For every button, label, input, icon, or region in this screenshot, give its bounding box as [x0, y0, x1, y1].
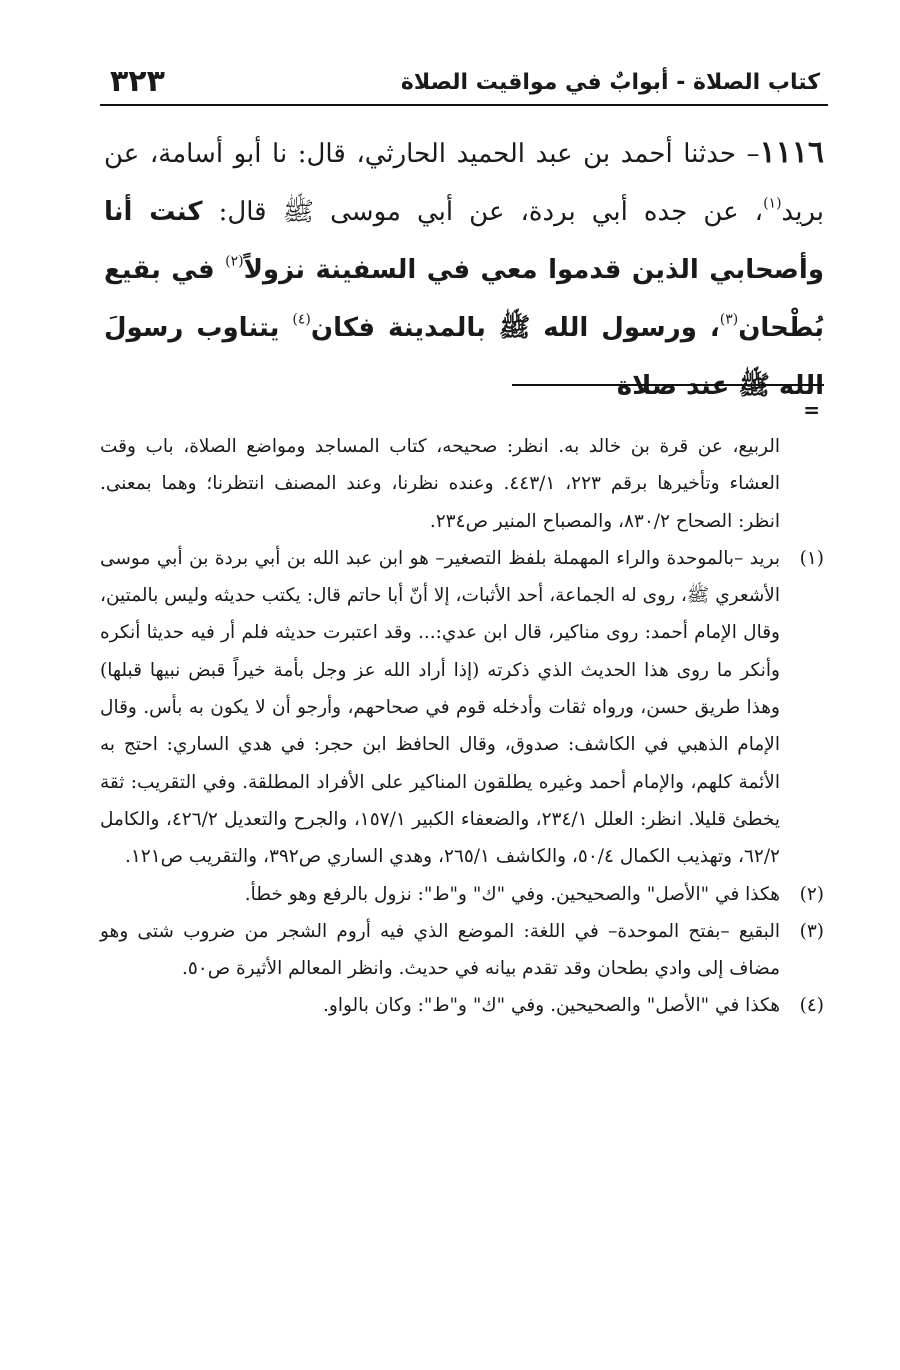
footnotes [100, 428, 824, 1025]
footnote-number: (٢) [799, 883, 824, 905]
footnote-text: بريد –بالموحدة والراء المهملة بلفظ التصغير– هو ابن عبد الله بن أبي بردة بن أبي موسى الأشعري ﷺ، روى له الجماعة، أحد الأثبات، إلا أنّ أبا حاتم قال: يكتب حديثه وليس بالمتين، وقال الإمام أحمد: روى مناكير، قال ابن عدي:... وقد اعتبرت حديثه فلم أر فيه حديثا أنكره وأنكر ما روى هذا الحديث الذي ذكرته (إذا أراد الله عز وجل بأمة خيراً قبض نبيها قبلها) وهذا طريق حسن، ورواه ثقات وأدخله قوم في صحاحهم، وأرجو أن لا يكون به بأس. وقال الإمام الذهبي في الكاشف: صدوق، وقال الحافظ ابن حجر: في هدي الساري: احتج به الأئمة كلهم، والإمام أحمد وغيره يطلقون المناكير على الأفراد المطلقة. وفي التقريب: ثقة يخطئ قليلا. انظر: العلل ٢٣٤/١، والضعفاء الكبير ١٥٧/١، والجرح والتعديل ٤٢٦/٢، والكامل ٦٢/٢، وتهذيب الكمال ٥٠/٤، والكاشف ٢٦٥/١، وهدي الساري ص٣٩٢، والتقريب ص١٢١. [100, 547, 780, 868]
footnote-text: هكذا في "الأصل" والصحيحين. وفي "ك" و"ط": نزول بالرفع وهو خطأ. [244, 883, 780, 905]
hadith-matn-3: ، ورسول الله ﷺ بالمدينة فكان [310, 313, 720, 343]
footnote-separator [512, 384, 824, 386]
footnote-ref-1: (١) [763, 195, 782, 212]
hadith-chain-2: ، عن جده أبي بردة، عن أبي موسى ﷺ قال: [202, 197, 764, 227]
footnote-2 [100, 876, 824, 913]
footnote-4 [100, 987, 824, 1024]
footnote-1 [100, 540, 824, 876]
continuation-marker: = [803, 398, 820, 422]
hadith-text [104, 124, 824, 415]
running-header [100, 58, 828, 106]
hadith-chain-1: – حدثنا أحمد بن عبد الحميد الحارثي، قال: نا أبو أسامة، عن بريد [104, 139, 825, 227]
footnote-continuation: الربيع، عن قرة بن خالد به. انظر: صحيحه، كتاب المساجد ومواضع الصلاة، باب وقت العشاء وتأخيرها برقم ٢٢٣، ٤٤٣/١. وعنده نظرنا، وعند المصنف انتظرنا؛ وهما بمعنى. انظر: الصحاح ٨٣٠/٢، والمصباح المنير ص٢٣٤. [100, 436, 780, 532]
footnote-number: (١) [799, 547, 824, 569]
hadith-matn-4: يتناوب رسولَ الله ﷺ عند صلاة [104, 313, 824, 401]
footnote-ref-4: (٤) [292, 311, 311, 328]
hadith-matn-2: في بقيع بُطْحان [104, 255, 824, 343]
hadith-matn-1: كنت أنا وأصحابي الذين قدموا معي في السفينة نزولاً [104, 197, 824, 285]
header-divider [100, 104, 828, 106]
hadith-number: ١١١٦ [759, 135, 824, 170]
footnote-ref-3: (٣) [719, 311, 739, 328]
footnote-number: (٣) [799, 920, 824, 942]
footnote-ref-2: (٢) [225, 253, 244, 270]
footnote-number: (٤) [799, 995, 824, 1017]
footnote-3 [100, 913, 824, 988]
page-number: ٣٢٣ [110, 64, 165, 99]
footnote-text: البقيع –بفتح الموحدة– في اللغة: الموضع الذي فيه أروم الشجر من ضروب شتى وهو مضاف إلى وادي بطحان وقد تقدم بيانه في حديث. وانظر المعالم الأثيرة ص٥٠. [100, 920, 780, 980]
running-title: كتاب الصلاة - أبوابٌ في مواقيت الصلاة [400, 70, 820, 95]
footnote-text: هكذا في "الأصل" والصحيحين. وفي "ك" و"ط": وكان بالواو. [323, 995, 780, 1017]
hadith-paragraph [104, 124, 824, 415]
